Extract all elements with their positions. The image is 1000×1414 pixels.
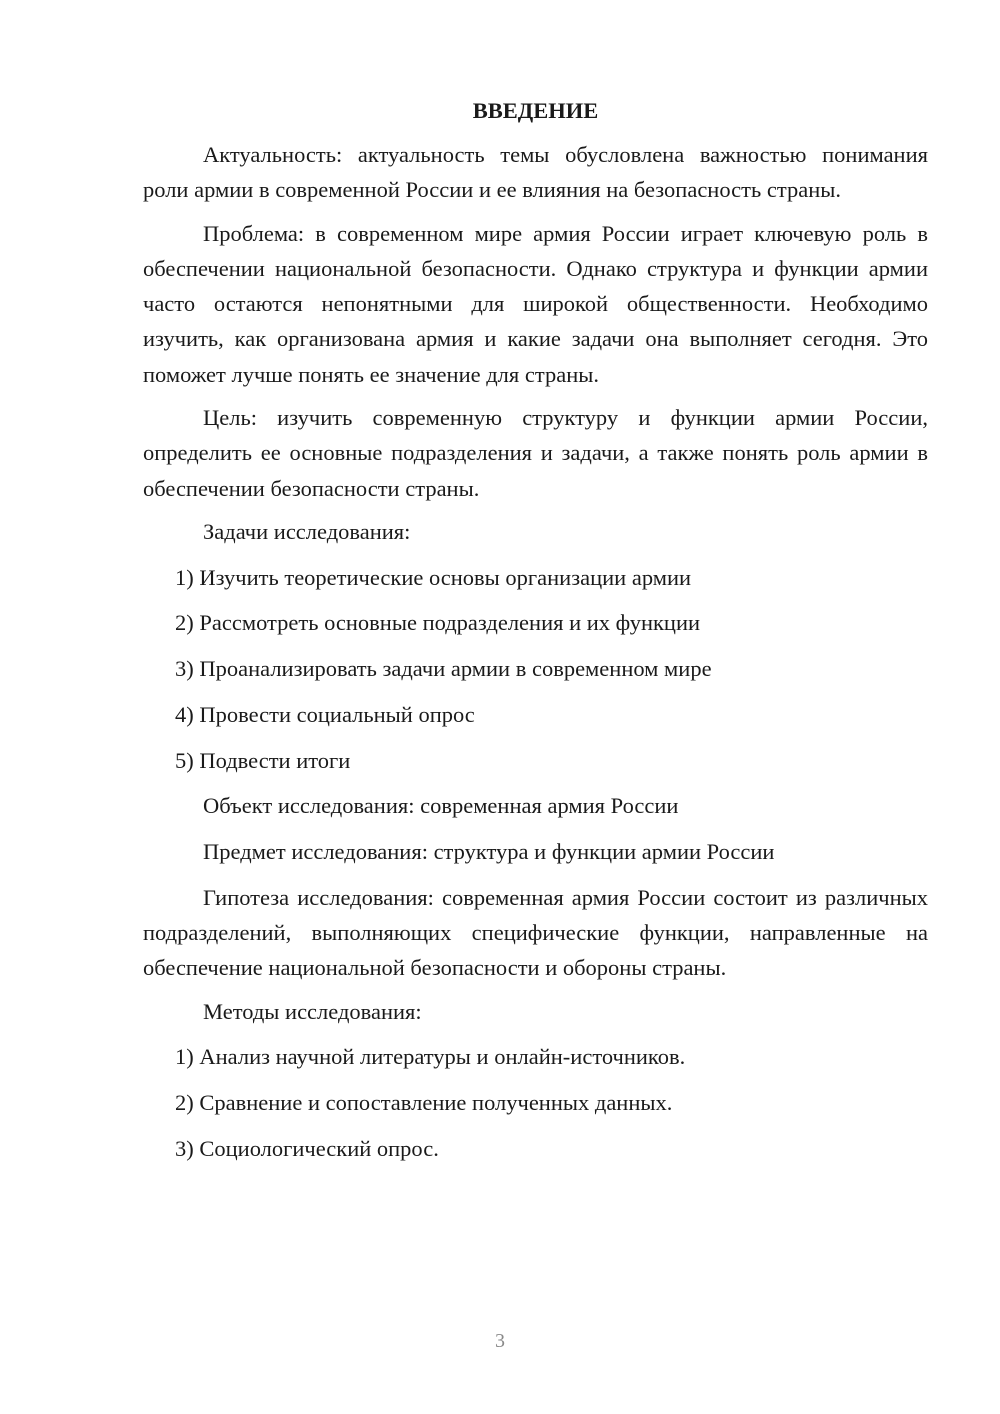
method-item: 1) Анализ научной литературы и онлайн-источников. — [175, 1044, 686, 1070]
page-number: 3 — [495, 1330, 505, 1352]
methods-list — [143, 1039, 928, 1166]
subject-line: Предмет исследования: структура и функции армии России — [203, 839, 775, 864]
problem-paragraph: Проблема: в современном мире армия России играет ключевую роль в обеспечении национальной безопасности. Однако структура и функции армии часто остаются непонятными для широкой общественности. Необходимо изучить, как организована армия и какие задачи она выполняет сегодня. Это поможет лучше понять ее значение для страны. — [143, 220, 928, 387]
method-item: 2) Сравнение и сопоставление полученных данных. — [175, 1090, 673, 1116]
task-item: 4) Провести социальный опрос — [175, 701, 475, 727]
tasks-list — [143, 560, 928, 778]
relevance-paragraph: Актуальность: актуальность темы обусловлена важностью понимания роли армии в современной России и ее влияния на безопасность страны. — [143, 142, 928, 203]
method-item: 3) Социологический опрос. — [175, 1135, 439, 1161]
hypothesis-paragraph: Гипотеза исследования: современная армия России состоит из различных подразделений, выполняющих специфические функции, направленные на обеспечение национальной безопасности и обороны страны. — [143, 884, 928, 981]
object-line: Объект исследования: современная армия России — [203, 793, 679, 819]
goal-paragraph: Цель: изучить современную структуру и функции армии России, определить ее основные подразделения и задачи, а также понять роль армии в обеспечении безопасности страны. — [143, 405, 928, 501]
tasks-heading: Задачи исследования: — [203, 518, 411, 544]
task-item: 5) Подвести итоги — [175, 747, 351, 773]
methods-heading: Методы исследования: — [203, 998, 422, 1024]
section-title: ВВЕДЕНИЕ — [472, 98, 599, 123]
task-item: 3) Проанализировать задачи армии в современном мире — [175, 656, 712, 682]
task-item: 2) Рассмотреть основные подразделения и их функции — [175, 610, 701, 636]
task-item: 1) Изучить теоретические основы организации армии — [175, 564, 692, 590]
page-content — [143, 96, 928, 1177]
